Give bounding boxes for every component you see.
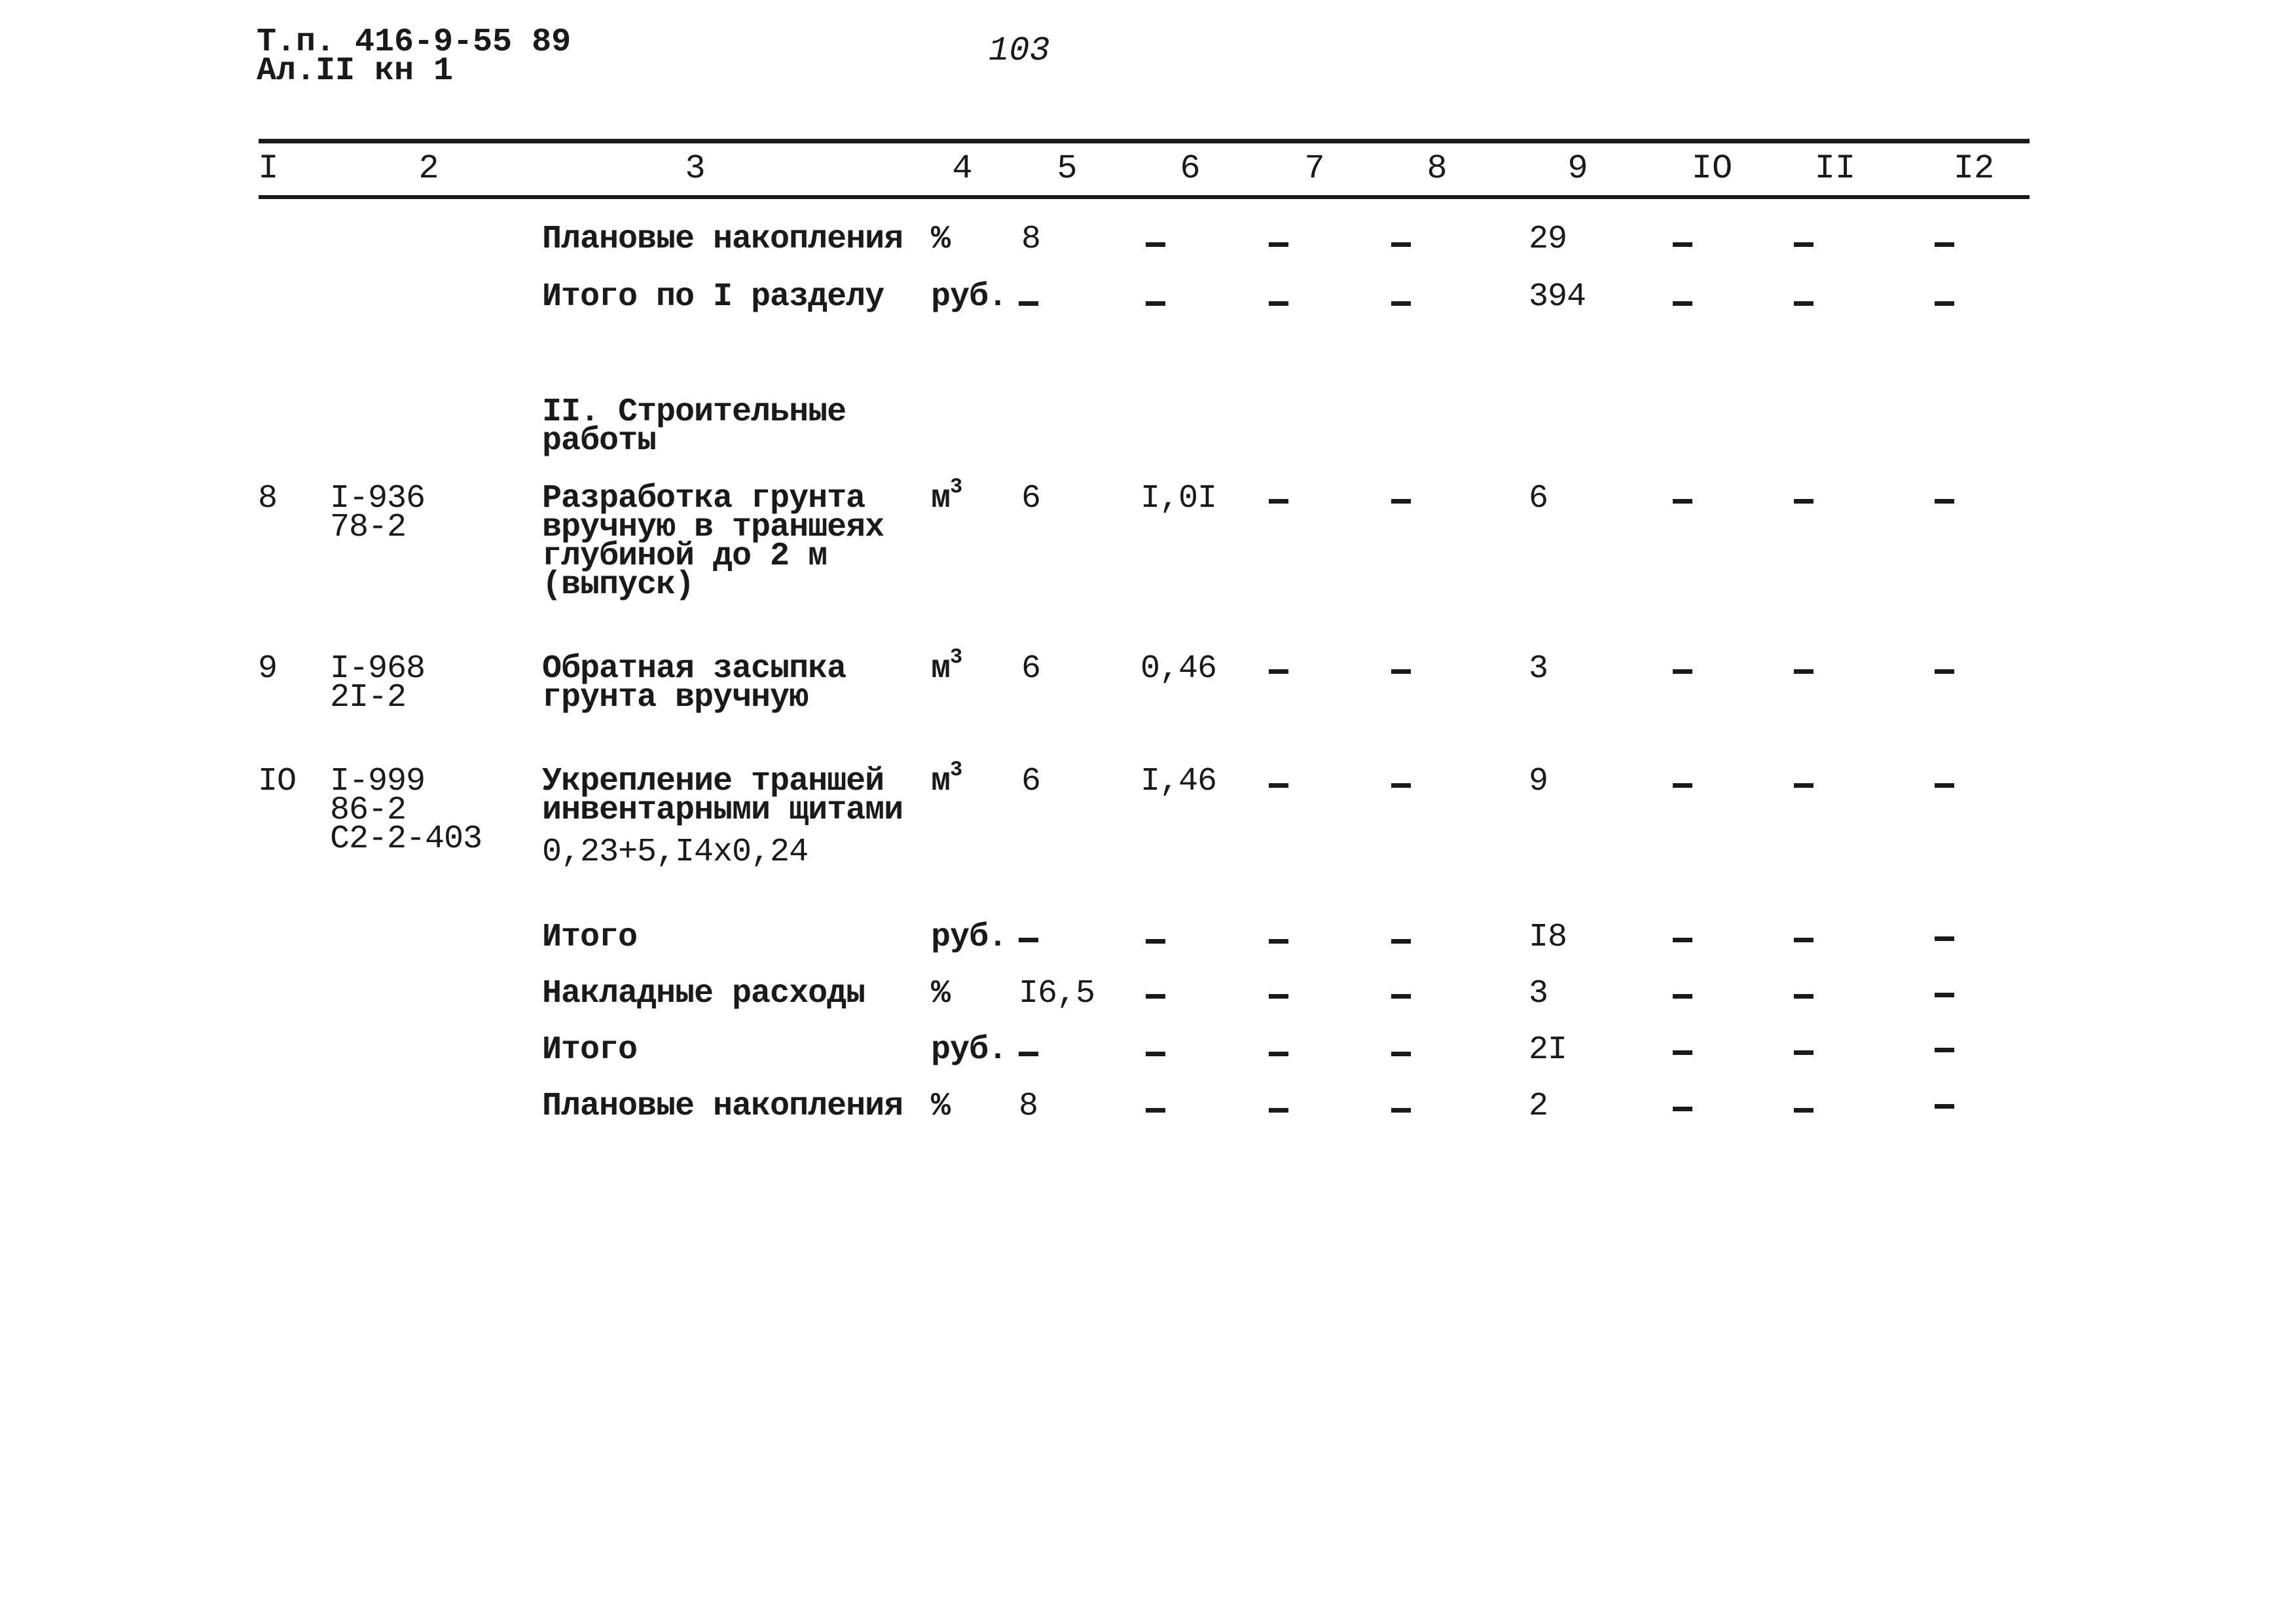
dash: [1146, 1052, 1165, 1056]
row-cost: 6: [1529, 480, 1548, 517]
dash: [1935, 301, 1954, 306]
row-code: 78-2: [330, 509, 407, 546]
row-cost: 2: [1529, 1088, 1548, 1125]
row-cost: 29: [1529, 221, 1567, 258]
dash: [1269, 994, 1288, 999]
row-name: Итого по I разделу: [542, 278, 884, 316]
dash: [1146, 939, 1165, 944]
column-number-10: IO: [1691, 149, 1733, 188]
dash: [1391, 301, 1411, 306]
dash: [1391, 499, 1411, 504]
column-number-8: 8: [1427, 149, 1448, 188]
dash: [1794, 499, 1813, 504]
row-unit: руб.: [931, 1031, 1008, 1069]
row-unit: %: [931, 221, 951, 258]
dash: [1269, 939, 1288, 944]
dash: [1269, 301, 1288, 306]
dash: [1146, 994, 1165, 999]
dash: [1269, 242, 1288, 247]
dash: [1673, 499, 1692, 504]
row-name: Накладные расходы: [542, 975, 866, 1012]
row-quantity: 6: [1021, 763, 1041, 800]
row-name: Укрепление траншей: [542, 763, 884, 800]
dash: [1391, 669, 1411, 674]
row-unit: руб.: [931, 278, 1008, 316]
dash: [1794, 1108, 1813, 1113]
row-position: IO: [258, 763, 297, 800]
row-unit: $м^3$: [931, 758, 962, 800]
dash: [1935, 669, 1954, 674]
row-code: I-968: [330, 650, 426, 688]
row-name: Обратная засыпка: [542, 650, 847, 688]
row-code: 86-2: [330, 792, 407, 829]
dash: [1146, 242, 1165, 247]
dash: [1019, 1052, 1038, 1056]
dash: [1673, 1050, 1692, 1055]
page-number: 103: [989, 31, 1050, 70]
row-name: глубиной до 2 м: [542, 538, 828, 575]
dash: [1935, 783, 1954, 788]
dash: [1391, 242, 1411, 247]
dash: [1673, 669, 1692, 674]
row-name: инвентарными щитами: [542, 792, 903, 829]
dash: [1269, 499, 1288, 504]
dash: [1794, 938, 1813, 942]
dash: [1269, 1052, 1288, 1056]
row-value: I,46: [1140, 763, 1217, 800]
row-name: Итого: [542, 919, 638, 956]
row-name: грунта вручную: [542, 679, 809, 716]
row-formula: 0,23+5,I4x0,24: [542, 834, 809, 871]
dash: [1673, 938, 1692, 942]
dash: [1673, 783, 1692, 788]
row-name: Плановые накопления: [542, 1088, 903, 1125]
dash: [1935, 993, 1954, 997]
row-cost: 2I: [1529, 1031, 1567, 1069]
section-title: II. Строительные работы: [542, 394, 847, 460]
row-cost: I8: [1529, 919, 1567, 956]
row-name: Плановые накопления: [542, 221, 903, 258]
row-unit: руб.: [931, 919, 1008, 956]
column-number-12: I2: [1953, 149, 1995, 188]
row-rate: 8: [1019, 1088, 1038, 1125]
dash: [1935, 499, 1954, 504]
row-unit: $м^3$: [931, 475, 962, 517]
row-rate: I6,5: [1019, 975, 1095, 1012]
column-number-11: II: [1814, 149, 1856, 188]
row-cost: 3: [1529, 650, 1548, 688]
row-value: I,0I: [1140, 480, 1217, 517]
dash: [1391, 1052, 1411, 1056]
dash: [1019, 301, 1038, 306]
row-code: С2-2-403: [330, 821, 483, 858]
album-reference: Ал.II кн 1: [257, 52, 454, 90]
column-number-4: 4: [952, 149, 973, 188]
column-number-1: I: [258, 149, 279, 188]
table-top-rule: [259, 139, 2030, 143]
dash: [1794, 783, 1813, 788]
dash: [1146, 301, 1165, 306]
document-code: Т.п. 416-9-55 89: [257, 24, 572, 61]
row-name: (выпуск): [542, 566, 695, 604]
row-code: 2I-2: [330, 679, 407, 716]
column-number-9: 9: [1567, 149, 1588, 188]
dash: [1673, 1107, 1692, 1111]
row-unit: %: [931, 1088, 951, 1125]
row-name: вручную в траншеях: [542, 509, 884, 546]
dash: [1673, 242, 1692, 247]
dash: [1269, 669, 1288, 674]
column-number-5: 5: [1057, 149, 1078, 188]
table-header-rule: [259, 195, 2030, 199]
row-cost: 3: [1529, 975, 1548, 1012]
row-position: 8: [258, 480, 278, 517]
dash: [1269, 783, 1288, 788]
column-number-2: 2: [418, 149, 439, 188]
column-number-6: 6: [1180, 149, 1201, 188]
row-unit: %: [931, 975, 951, 1012]
dash: [1794, 1050, 1813, 1055]
dash: [1146, 1108, 1165, 1113]
dash: [1935, 1104, 1954, 1109]
row-rate: 8: [1021, 221, 1041, 258]
row-unit: $м^3$: [931, 645, 962, 688]
dash: [1935, 242, 1954, 247]
dash: [1935, 936, 1954, 941]
dash: [1794, 242, 1813, 247]
row-quantity: 6: [1021, 480, 1041, 517]
dash: [1391, 939, 1411, 944]
column-number-7: 7: [1304, 149, 1325, 188]
column-number-3: 3: [685, 149, 706, 188]
dash: [1794, 669, 1813, 674]
row-code: I-936: [330, 480, 426, 517]
row-cost: 394: [1529, 278, 1586, 316]
dash: [1019, 938, 1038, 942]
row-value: 0,46: [1140, 650, 1217, 688]
dash: [1935, 1048, 1954, 1052]
dash: [1391, 1108, 1411, 1113]
dash: [1673, 301, 1692, 306]
row-name: Итого: [542, 1031, 638, 1069]
dash: [1673, 994, 1692, 999]
dash: [1269, 1108, 1288, 1113]
row-cost: 9: [1529, 763, 1548, 800]
dash: [1391, 994, 1411, 999]
row-code: I-999: [330, 763, 426, 800]
dash: [1391, 783, 1411, 788]
dash: [1794, 301, 1813, 306]
row-name: Разработка грунта: [542, 480, 866, 517]
row-position: 9: [258, 650, 278, 688]
row-quantity: 6: [1021, 650, 1041, 688]
dash: [1794, 994, 1813, 999]
